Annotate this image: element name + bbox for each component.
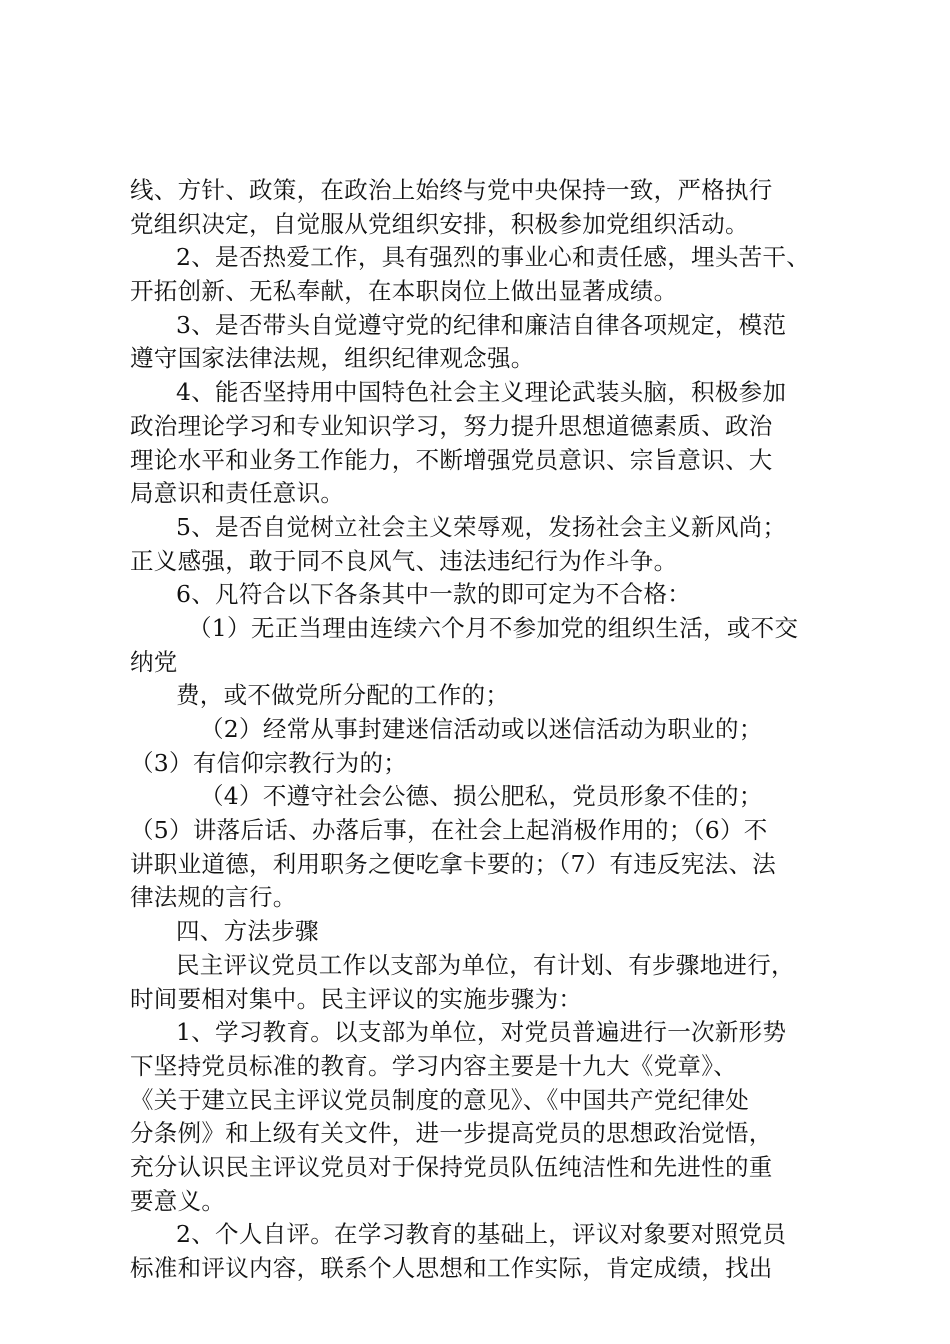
body-text bbox=[130, 174, 830, 1286]
text-line: 正义感强，敢于同不良风气、违法违纪行为作斗争。 bbox=[130, 546, 678, 575]
text-line: 党组织决定，自觉服从党组织安排，积极参加党组织活动。 bbox=[130, 209, 749, 238]
text-line: 律法规的言行。 bbox=[130, 883, 297, 912]
text-line: （5）讲落后话、办落后事，在社会上起消极作用的；（6）不 bbox=[130, 816, 768, 845]
text-line: 线、方针、政策，在政治上始终与党中央保持一致，严格执行 bbox=[130, 176, 773, 204]
text-line: 3、是否带头自觉遵守党的纪律和廉洁自律各项规定，模范 bbox=[176, 310, 787, 339]
text-line: 1、学习教育。以支部为单位，对党员普遍进行一次新形势 bbox=[176, 1018, 787, 1047]
text-line: 费，或不做党所分配的工作的； bbox=[176, 681, 510, 710]
section-heading: 四、方法步骤 bbox=[176, 917, 319, 946]
text-line: 标准和评议内容，联系个人思想和工作实际，肯定成绩，找出 bbox=[130, 1254, 773, 1282]
text-line: 2、是否热爱工作，具有强烈的事业心和责任感，埋头苦干、 bbox=[176, 243, 811, 272]
text-line: （1）无正当理由连续六个月不参加党的组织生活，或不交 bbox=[188, 613, 799, 642]
text-line: 民主评议党员工作以支部为单位，有计划、有步骤地进行， bbox=[176, 950, 795, 979]
text-line: 开拓创新、无私奉献，在本职岗位上做出显著成绩。 bbox=[130, 277, 678, 306]
text-line: 时间要相对集中。民主评议的实施步骤为： bbox=[130, 984, 583, 1013]
text-line: 遵守国家法律法规，组织纪律观念强。 bbox=[130, 344, 535, 373]
text-line: 分条例》和上级有关文件，进一步提高党员的思想政治觉悟， bbox=[130, 1119, 773, 1148]
text-line: 局意识和责任意识。 bbox=[130, 479, 345, 508]
text-line: 5、是否自觉树立社会主义荣辱观，发扬社会主义新风尚； bbox=[176, 512, 787, 541]
text-line: （3）有信仰宗教行为的； bbox=[130, 748, 408, 777]
text-line: 政治理论学习和专业知识学习，努力提升思想道德素质、政治 bbox=[130, 411, 773, 440]
text-line: 充分认识民主评议党员对于保持党员队伍纯洁性和先进性的重 bbox=[130, 1152, 773, 1181]
text-line: 6、凡符合以下各条其中一款的即可定为不合格： bbox=[176, 580, 692, 609]
text-line: 下坚持党员标准的教育。学习内容主要是十九大《党章》、 bbox=[130, 1051, 738, 1080]
text-line: 2、个人自评。在学习教育的基础上，评议对象要对照党员 bbox=[176, 1220, 787, 1249]
text-line: 4、能否坚持用中国特色社会主义理论武装头脑，积极参加 bbox=[176, 378, 787, 407]
text-line: 纳党 bbox=[130, 647, 178, 676]
text-line: 《关于建立民主评议党员制度的意见》、《中国共产党纪律处 bbox=[130, 1085, 750, 1114]
text-line: 理论水平和业务工作能力，不断增强党员意识、宗旨意识、大 bbox=[130, 445, 773, 474]
text-line: 要意义。 bbox=[130, 1186, 226, 1215]
text-line: （4）不遵守社会公德、损公肥私，党员形象不佳的； bbox=[200, 782, 763, 811]
text-line: （2）经常从事封建迷信活动或以迷信活动为职业的； bbox=[200, 715, 763, 743]
text-line: 讲职业道德，利用职务之便吃拿卡要的；（7）有违反宪法、法 bbox=[130, 849, 777, 878]
